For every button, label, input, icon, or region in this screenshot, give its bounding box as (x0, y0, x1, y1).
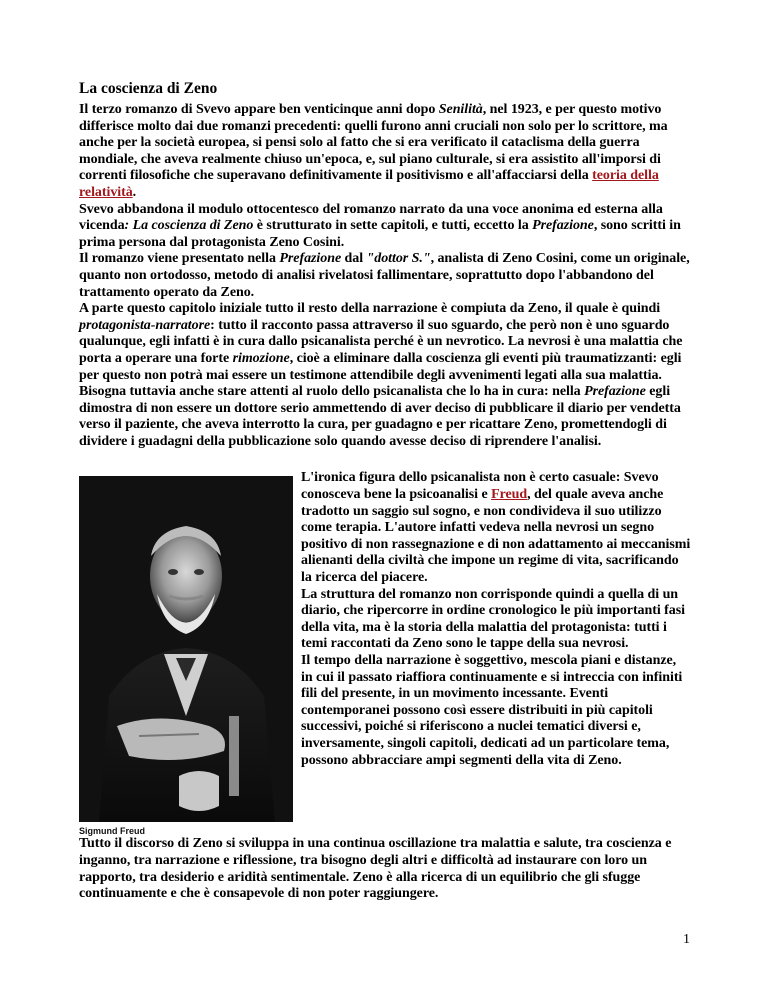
paragraph-6: L'ironica figura dello psicanalista non è certo casuale: Svevo conosceva bene la psicoanalisi e Freud, del quale aveva anche tradotto un saggio sul sogno, e non condivideva il suo utilizzo come terapia. L'autore infatti vedeva nella nevrosi un segno positivo di non rassegnazione e di non adattamento ai meccanismi alienanti della civiltà che impone un regime di vita, sacrificando la ricerca del piacere. (301, 470, 691, 586)
freud-portrait-image (79, 476, 293, 822)
figure (79, 476, 293, 836)
link-freud[interactable]: Freud (491, 487, 528, 503)
paragraph-5: Bisogna tuttavia anche stare attenti al ruolo dello psicanalista che lo ha in cura: nella Prefazione egli dimostra di non essere un dottore serio ammettendo di aver deciso di pubblicare il diario per vendetta verso il paziente, che aveva interrotto la cura, per guadagno e per ricattare Zeno, promettendogli di dividere i guadagni della pubblicazione solo quando avesse deciso di riprendere l'analisi. (79, 384, 681, 449)
paragraph-2: Svevo abbandona il modulo ottocentesco del romanzo narrato da una voce anonima ed esterna alla vicenda: La coscienza di Zeno è strutturato in sette capitoli, e tutti, eccetto la Prefazione, sono scritti in prima persona dal protagonista Zeno Cosini. (79, 201, 681, 250)
paragraph-1: Il terzo romanzo di Svevo appare ben venticinque anni dopo Senilità, nel 1923, e per questo motivo differisce molto dai due romanzi precedenti: quelli furono anni cruciali non solo per lo scrittore, ma anche per la società europea, si pensi solo al fatto che si era verificato il cataclisma della guerra mondiale, che aveva realmente chiuso un'epoca, e, sul piano culturale, si era assistito all'imporsi di correnti filosofiche che superavano definitivamente il positivismo e all'affacciarsi della teoria della relatività. (79, 102, 668, 200)
paragraph-9: Tutto il discorso di Zeno si sviluppa in una continua oscillazione tra malattia e salute, tra coscienza e inganno, tra narrazione e riflessione, tra bisogno degli altri e difficoltà ad instaurare con loro un rapporto, tra desiderio e aridità sentimentale. Zeno è alla ricerca di un equilibrio che gli sfugge continuamente e che è consapevole di non poter raggiungere. (79, 836, 672, 902)
paragraph-4: A parte questo capitolo iniziale tutto il resto della narrazione è compiuta da Zeno, il quale è quindi protagonista-narratore: tutto il racconto passa attraverso il suo sguardo, che però non è uno sguardo qualunque, egli infatti è in cura dallo psicanalista perché è un nevrotico. La nevrosi è una malattia che porta a operare una forte rimozione, cioè a eliminare dalla coscienza gli eventi più traumatizzanti: egli per questo non potrà mai essere un testimone attendibile degli avvenimenti legati alla sua malattia. (79, 301, 683, 383)
figure-section (79, 470, 691, 836)
link-teoria-relativita[interactable]: teoria della relatività (79, 168, 659, 200)
portrait-drawing (79, 476, 293, 822)
paragraph-3: Il romanzo viene presentato nella Prefazione dal "dottor S.", analista di Zeno Cosini, come un originale, quanto non ortodosso, metodo di analisi rivelatosi fallimentare, soprattutto dopo l'abbandono del trattamento operato da Zeno. (79, 251, 690, 300)
paragraph-8: Il tempo della narrazione è soggettivo, mescola piani e distanze, in cui il passato riaffiora continuamente e si intreccia con infiniti fili del presente, in un movimento incessante. Eventi contemporanei possono così essere distribuiti in più capitoli successivi, poiché si riferiscono a nuclei tematici diversi e, inversamente, singoli capitoli, dedicati ad un particolare tema, possono abbracciare ampi segmenti della vita di Zeno. (301, 653, 683, 768)
page-title: La coscienza di Zeno (79, 80, 218, 97)
document-page (79, 80, 691, 903)
figure-caption: Sigmund Freud (79, 826, 145, 837)
page-number: 1 (683, 932, 690, 947)
paragraph-7: La struttura del romanzo non corrisponde quindi a quella di un diario, che ripercorre in ordine cronologico le più importanti fasi della vita, ma è la storia della malattia del protagonista: tutti i temi raccontati da Zeno sono le tappe della sua nevrosi. (301, 586, 685, 652)
